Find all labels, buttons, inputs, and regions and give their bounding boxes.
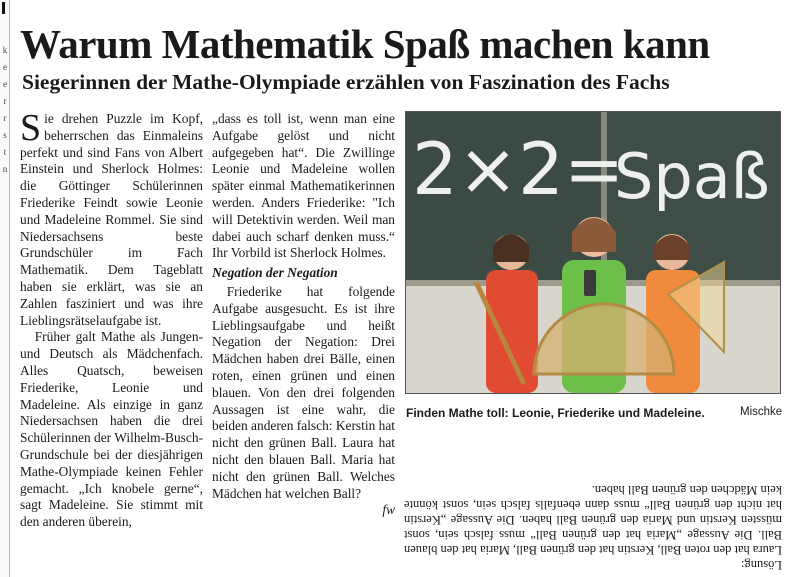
article-photo [405,111,781,394]
edge-letters: k e e r r s t n [2,45,8,174]
solution-text: Laura hat den roten Ball, Kerstin hat den grünen Ball, Maria hat den blauen Ball. Die Aussage „Maria hat den grünen Ball“ muss falsch sein, sonst müssten Kerstin und Maria den grünen Ball haben. Die Aussage „Kerstin hat nicht den grünen Ball“ muss dann ebenfalls falsch sein, sonst könnte kein Mädchen den grünen Ball haben. [404,483,782,557]
author-signature: fw [382,502,395,518]
paragraph-riddle: Friederike hat folgende Aufgabe ausgesucht. Es ist ihre Lieblingsaufgabe und heißt Negation der Negation: Drei Mädchen haben drei Bälle, einen roten, einen grünen und einen blauen. Von den drei folgenden Aussagen ist eine wahr, die beiden anderen falsch: Kerstin hat nicht den grünen Ball. Laura hat nicht den blauen Ball. Maria hat nicht den grünen Ball. Welches Mädchen hat welchen Ball? [212,283,395,501]
solution-label: Lösung: [741,558,782,572]
drop-cap: S [20,111,42,149]
edge-mark [2,2,5,14]
article-headline: Warum Mathematik Spaß machen kann [20,21,710,67]
photo-illustration [406,112,780,393]
photo-caption: Finden Mathe toll: Leonie, Friederike und Madeleine. [406,406,705,420]
paragraph-3: „dass es toll ist, wenn man eine Aufgabe gelöst und nicht aufgegeben hat“. Die Zwillinge Leonie und Madeleine wollen später einmal Mathematikerinnen werden. Anders Friederike: "Ich will Detektivin werden. Weil man dabei auch scharf denken muss.“ Ihr Vorbild ist Sherlock Holmes. [212,111,395,261]
article-column-1 [20,111,203,576]
article-column-2 [212,111,395,576]
section-subheading: Negation der Negation [212,265,338,281]
paragraph-2: Früher galt Mathe als Jungen- und Deutsch als Mädchenfach. Alles Quatsch, beweisen Friederike, Leonie und Madeleine. Als einzige in ganz Niedersachsen haben die drei Schülerinnen der Wilhelm-Busch-Grundschule bei der diesjährigen Mathe-Olympiade keinen Fehler gemacht. „Ich knobele gerne“, sagt Madeleine. Sie stimmt mit den anderen überein, [20,329,203,530]
article-subtitle: Siegerinnen der Mathe-Olympiade erzählen von Faszination des Fachs [22,70,670,94]
upside-down-solution [404,426,782,572]
photo-credit: Mischke [740,406,783,418]
chalk-text-equation: 2×2= [412,127,625,211]
paragraph-intro [20,111,203,329]
adjacent-page-edge [0,0,10,577]
paragraph-intro-text: ie drehen Puzzle im Kopf, beherrschen das Einmaleins perfekt und sind Fans von Albert Einstein und Sherlock Holmes: die Göttinger Schülerinnen Friederike Feindt sowie Leonie und Madeleine Rommel. Sie sind Niedersachsens beste Grundschüler im Fach Mathematik. Dem Tageblatt haben sie erklärt, was sie an Zahlen fasziniert und was ihre Lieblingsrätselaufgabe ist. [20,111,203,328]
chalk-text-spass: Spaß [614,140,770,213]
